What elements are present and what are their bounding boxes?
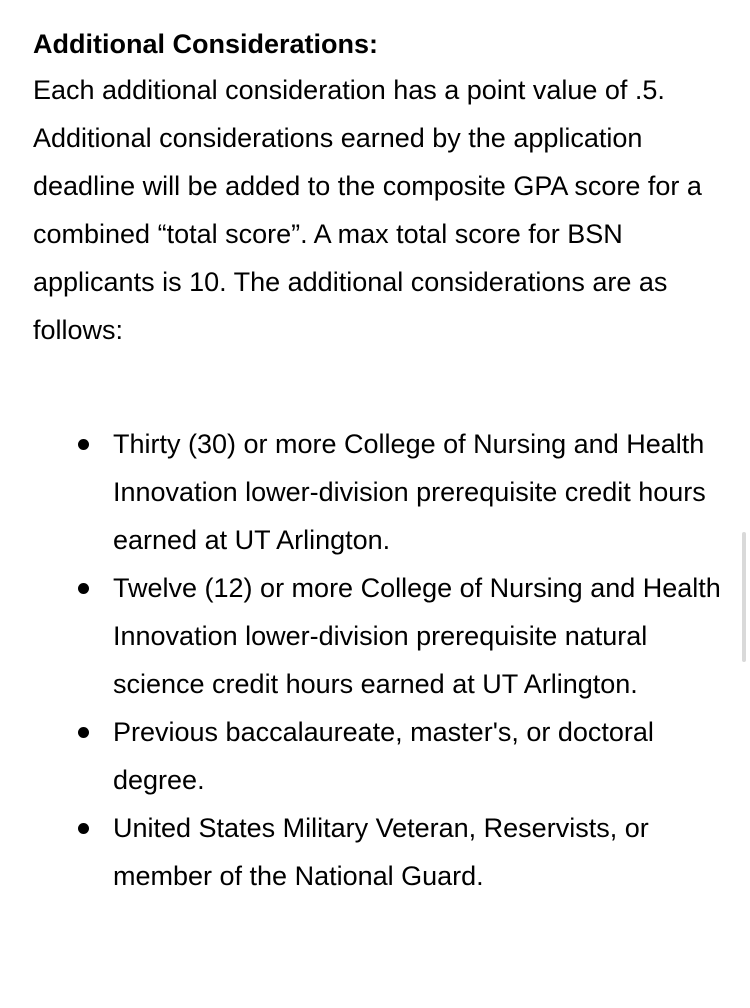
list-item	[33, 420, 723, 564]
bullet-icon	[78, 439, 89, 450]
bullet-icon	[78, 727, 89, 738]
list-item-text: Previous baccalaureate, master's, or doctoral degree.	[113, 717, 654, 795]
vertical-scrollbar[interactable]	[742, 532, 746, 662]
list-item-text: Thirty (30) or more College of Nursing and Health Innovation lower-division prerequisite credit hours earned at UT Arlington.	[113, 429, 706, 555]
bullet-icon	[78, 583, 89, 594]
document-content	[33, 22, 723, 900]
intro-paragraph: Each additional consideration has a point value of .5. Additional considerations earned by the application deadline will be added to the composite GPA score for a combined “total score”. A max total score for BSN applicants is 10. The additional considerations are as follows:	[33, 75, 702, 345]
list-item-text: Twelve (12) or more College of Nursing and Health Innovation lower-division prerequisite natural science credit hours earned at UT Arlington.	[113, 573, 721, 699]
list-item	[33, 564, 723, 708]
section-heading: Additional Considerations:	[33, 29, 379, 59]
bullet-icon	[78, 823, 89, 834]
list-item	[33, 708, 723, 804]
considerations-list	[33, 420, 723, 900]
list-item	[33, 804, 723, 900]
list-item-text: United States Military Veteran, Reservists, or member of the National Guard.	[113, 813, 649, 891]
